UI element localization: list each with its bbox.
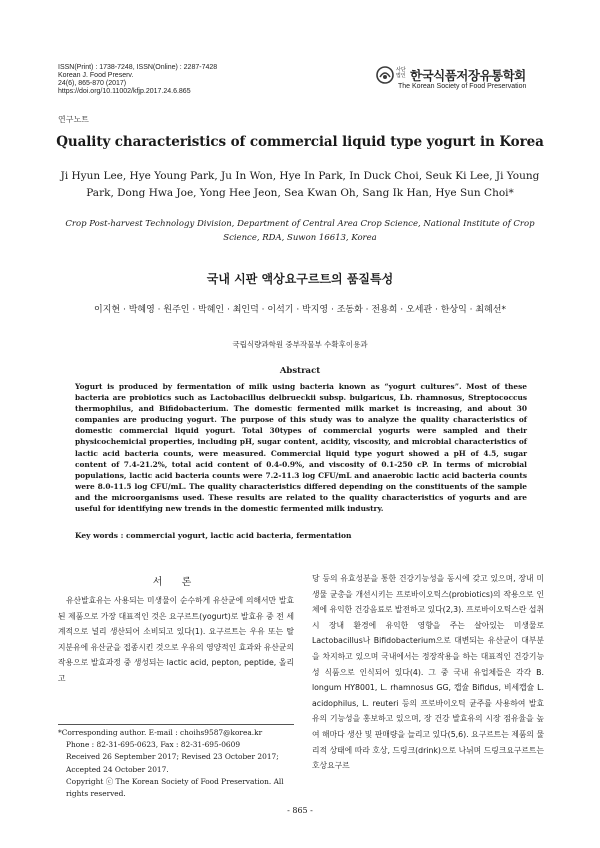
footnotes <box>58 727 294 800</box>
authors-en: Ji Hyun Lee, Hye Young Park, Ju In Won, Hye In Park, In Duck Choi, Seuk Ki Lee, Ji Young Park, Dong Hwa Joe, Yong Hee Jeon, Sea Kwan Oh, Sang Ik Han, Hye Sun Choi* <box>60 170 540 199</box>
affiliation-en: Crop Post-harvest Technology Division, Department of Central Area Crop Science, National Institute of Crop Science, RDA, Suwon 16613, Korea <box>65 219 535 243</box>
society-header <box>376 66 556 92</box>
journal-info <box>58 64 217 96</box>
issn-line: ISSN(Print) : 1738-7248, ISSN(Online) : 2287-7428 <box>58 64 218 71</box>
article-title-kr: 국내 시판 액상요구르트의 품질특성 <box>206 272 394 286</box>
introduction-right-column: 당 등의 유효성분을 통한 건강기능성을 동시에 갖고 있으며, 장내 미생물 균총을 개선시키는 프로바이오틱스(probiotics)의 작용으로 인체에 유익한 건강음료로 발전하고 있다(2,3). 프로바이오틱스란 섭취 시 장내 환경에 유익한 영향을 주는 살아있는 미생물로 Lactobacillus나 Bifidobacterium으로 대변되는 유산균이 대부분을 차지하고 있으며 국내에서는 정장작용을 하는 대표적인 건강기능성 식품으로 인식되어 있다(4). 그 중 국내 유업체들은 각각 B. longum HY8001, L. rhamnosus GG, 캡슐 Bifidus, 비세캡슐 L. acidophilus, L. reuteri 등의 프로바이오틱 균주를 사용하여 발효유의 기능성을 홍보하고 있으며, 장 건강 발효유의 시장 점유율을 높여 해마다 생산 및 판매량을 늘리고 있다(5,6). 요구르트는 제품의 물리적 상태에 따라 호상, 드링크(drink)으로 나뉘며 드링크요구르트는 호상요구르 <box>312 574 544 771</box>
received-dates: Received 26 September 2017; Revised 23 October 2017; Accepted 24 October 2017. <box>66 752 279 774</box>
introduction-heading: 서 론 <box>152 577 200 588</box>
contact-phone: Phone : 82-31-695-0623, Fax : 82-31-695-0609 <box>66 740 241 750</box>
society-type-label: 사단 법인 <box>396 67 406 79</box>
affiliation-kr: 국립식량과학원 중부작물부 수확후이용과 <box>232 340 368 349</box>
society-name-en: The Korean Society of Food Preservation <box>398 83 527 90</box>
footnote-divider <box>58 724 294 725</box>
page-number: - 865 - <box>287 806 313 815</box>
abstract-heading: Abstract <box>279 366 321 376</box>
article-title-en: Quality characteristics of commercial liquid type yogurt in Korea <box>56 134 544 150</box>
keywords: Key words : commercial yogurt, lactic acid bacteria, fermentation <box>75 531 352 540</box>
society-name-kr: 한국식품저장유통학회 <box>410 68 526 83</box>
article-category: 연구노트 <box>58 115 89 124</box>
volume-line: 24(6), 865-870 (2017) <box>58 80 127 87</box>
abstract-body: Yogurt is produced by fermentation of milk using bacteria known as “yogurt cultures”. Most of these bacteria are probiotics such as Lactobacillus delbrueckii subsp. bulgaricus, Lb. rhamnosus, Streptococcus thermophilus, and Bifidobacterium. The domestic fermented milk market is increasing, and about 30 companies are producing yogurt. The purpose of this study was to analyze the quality characteristics of domestic commercial liquid yogurt. Total 30types of commercial yogurts were sampled and their physicochemicial properties, including pH, sugar content, acidity, viscosity, and microbial characteristics of lactic acid bacteria counts, were measured. Commercial liquid type yogurt showed a pH of 4.5, sugar content of 7.4-21.2%, total acid content of 0.4-0.9%, and viscosity of 0.1-250 cP. In terms of microbial populations, lactic acid bacteria counts were 7.2-11.3 log CFU/mL and anaerobic lactic acid bacteria counts were 8.0-11.5 log CFU/mL. The quality characteristics differed depending on the constituents of the sample and the microorganisms used. These results are related to the quality characteristics of yogurts and are useful for identifying new trends in the domestic fermented milk industry. <box>75 382 527 514</box>
society-logo-icon <box>376 66 394 84</box>
doi-link[interactable]: https://doi.org/10.11002/kfjp.2017.24.6.865 <box>58 88 191 95</box>
corresponding-author: *Corresponding author. E-mail : choihs9587@korea.kr <box>58 728 263 737</box>
authors-kr: 이지현 · 박혜영 · 원주인 · 박혜인 · 최인덕 · 이석기 · 박지영 · 조동화 · 전용희 · 오세관 · 한상익 · 최혜선* <box>94 305 506 315</box>
introduction-left-column: 유산발효유는 사용되는 미생물이 순수하게 유산균에 의해서만 발효된 제품으로 가장 대표적인 것은 요구르트(yogurt)로 발효유 중 전 세계적으로 널리 생산되어 소비되고 있다(1). 요구르트는 우유 또는 탈지분유에 유산균을 접종시킨 것으로 우유의 영양적인 효과와 유산균의 작용으로 발효과정 중 생성되는 lactic acid, pepton, peptide, 올리고 <box>58 596 294 683</box>
copyright: Copyright ⓒ The Korean Society of Food Preservation. All rights reserved. <box>66 776 284 799</box>
journal-name: Korean J. Food Preserv. <box>58 72 134 79</box>
